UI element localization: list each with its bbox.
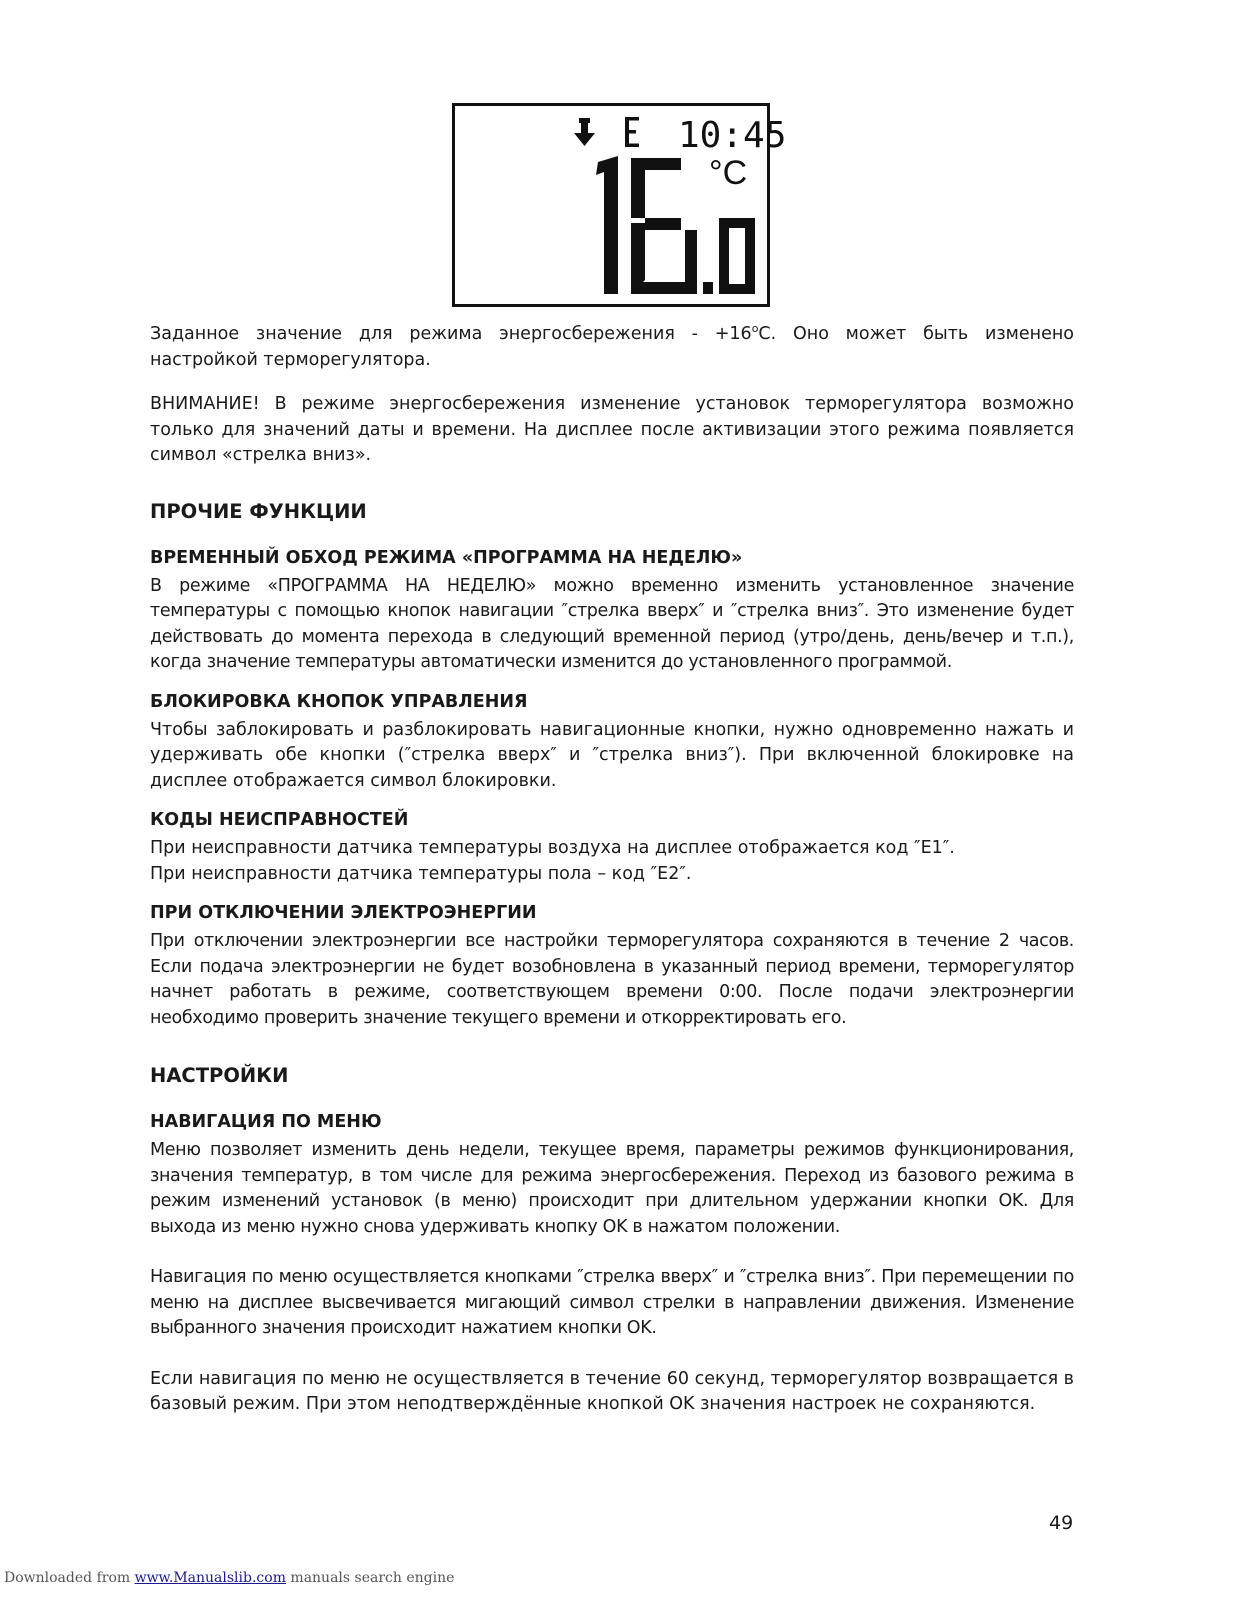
other-functions-heading: ПРОЧИЕ ФУНКЦИИ — [150, 499, 367, 523]
menu-nav-paragraph-3: Если навигация по меню не осуществляется в течение 60 секунд, терморегулятор возвращается в базовый режим. При этом неподтверждённые кнопкой OK значения настроек не сохраняются. — [150, 1368, 1074, 1414]
power-heading: ПРИ ОТКЛЮЧЕНИИ ЭЛЕКТРОЭНЕРГИИ — [150, 903, 537, 923]
settings-heading: НАСТРОЙКИ — [150, 1064, 289, 1087]
document-body — [150, 322, 1074, 1418]
menu-nav-paragraph-2: Навигация по меню осуществляется кнопками ″стрелка вверх″ и ″стрелка вниз″. При перемещении по меню на дисплее высвечивается мигающий символ стрелки в направлении движения. Изменение выбранного значения происходит нажатием кнопки OK. — [150, 1267, 1074, 1338]
errors-line-1: При неисправности датчика температуры воздуха на дисплее отображается код ″E1″. — [150, 838, 955, 858]
degree-sup: o — [751, 322, 759, 336]
bypass-heading: ВРЕМЕННЫЙ ОБХОД РЕЖИМА «ПРОГРАММА НА НЕДЕЛЮ» — [150, 547, 743, 568]
lcd-digit-decimal — [719, 218, 755, 294]
download-footer — [4, 1570, 454, 1586]
eco-mode-paragraph — [150, 322, 1074, 373]
eco-text: Заданное значение для режима энергосбережения - +16 — [150, 324, 752, 344]
errors-line-2: При неисправности датчика температуры пола – код ″E2″. — [150, 863, 692, 884]
power-paragraph: При отключении электроэнергии все настройки терморегулятора сохраняются в течение 2 часов. Если подача электроэнергии не будет возобновлена в указанный период времени, терморегулятор начнет работать в режиме, соответствующем времени 0:00. После подачи электроэнергии необходимо проверить значение текущего времени и откорректировать его. — [150, 931, 1074, 1028]
page-number: 49 — [1049, 1512, 1074, 1534]
lock-paragraph: Чтобы заблокировать и разблокировать навигационные кнопки, нужно одновременно нажать и удерживать обе кнопки (″стрелка вверх″ и ″стрелка вниз″). При включенной блокировке на дисплее отображается символ блокировки. — [150, 719, 1074, 791]
errors-heading: КОДЫ НЕИСПРАВНОСТЕЙ — [150, 810, 409, 830]
lcd-time: 10:45 — [678, 115, 787, 156]
lcd-unit: °C — [709, 154, 748, 192]
arrow-down-icon — [574, 118, 595, 146]
menu-nav-heading: НАВИГАЦИЯ ПО МЕНЮ — [150, 1112, 382, 1132]
footer-suffix: manuals search engine — [285, 1570, 455, 1586]
lock-heading: БЛОКИРОВКА КНОПОК УПРАВЛЕНИЯ — [150, 691, 528, 712]
manualslib-link[interactable]: www.Manualslib.com — [134, 1570, 286, 1586]
mode-indicator-icon — [625, 117, 639, 147]
lcd-decimal-point — [703, 282, 713, 294]
lcd-graphic — [455, 106, 787, 304]
menu-nav-paragraph-1: Меню позволяет изменить день недели, текущее время, параметры режимов функционирования, значения температур, в том числе для режима энергосбережения. Переход из базового режима в режим изменений установок (в меню) происходит при длительном удержании кнопки OK. Для выхода из меню нужно снова удерживать кнопку OK в нажатом положении. — [150, 1140, 1074, 1237]
footer-prefix: Downloaded from — [4, 1570, 135, 1586]
thermostat-display — [452, 103, 787, 307]
eco-text-rest: C. Оно может быть изменено настройкой терморегулятора. — [150, 324, 1074, 370]
warning-paragraph: ВНИМАНИЕ! В режиме энергосбережения изменение установок терморегулятора возможно только для значений даты и времени. На дисплее после активизации этого режима появляется символ «стрелка вниз». — [150, 394, 1074, 465]
bypass-paragraph: В режиме «ПРОГРАММА НА НЕДЕЛЮ» можно временно изменить установленное значение температуры с помощью кнопок навигации ″стрелка вверх″ и ″стрелка вниз″. Это изменение будет действовать до момента перехода в следующий временной период (утро/день, день/вечер и т.п.), когда значение температуры автоматически изменится до установленного программой. — [150, 575, 1074, 672]
lcd-digits-16 — [596, 156, 697, 294]
